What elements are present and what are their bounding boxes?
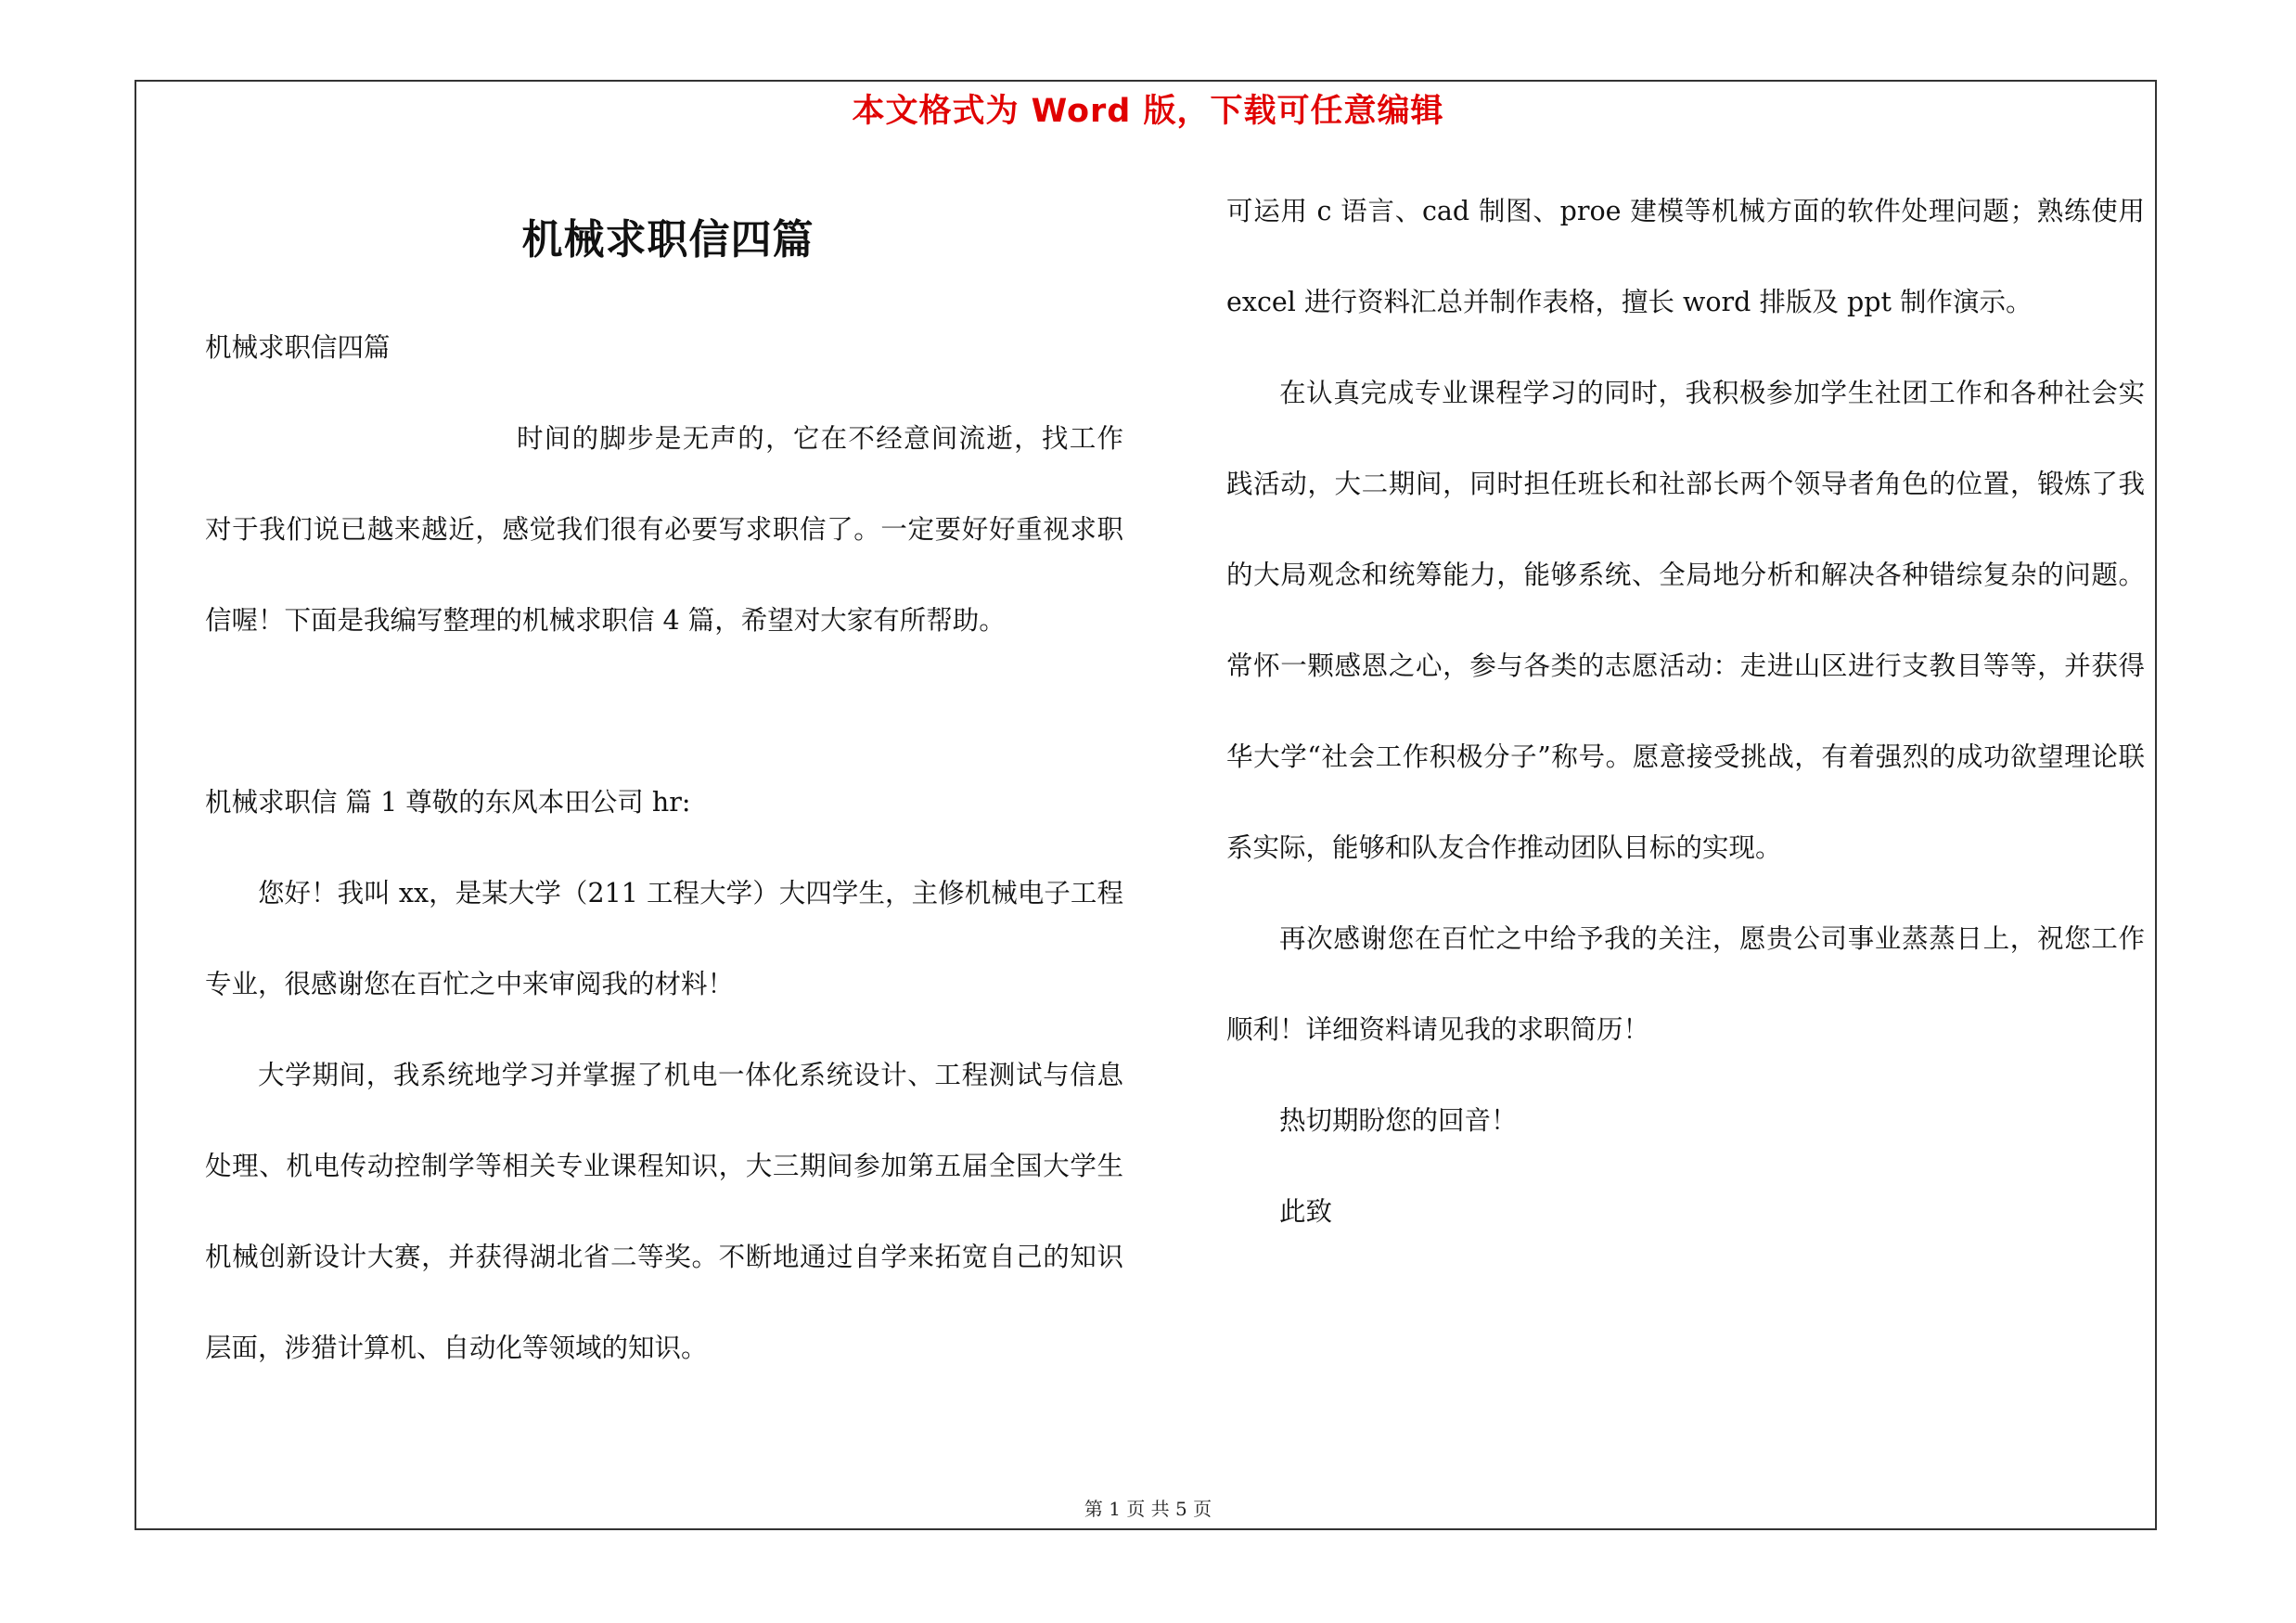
letter-paragraph-4: 在认真完成专业课程学习的同时，我积极参加学生社团工作和各种社会实践活动，大二期间，同时担任班长和社部长两个领导者角色的位置，锻炼了我的大局观念和统筹能力，能够系统、全局地分析和解决各种错综复杂的问题。常怀一颗感恩之心，参与各类的志愿活动：走进山区进行支教目等等，并获得华大学“社会工作积极分子”称号。愿意接受挑战，有着强烈的成功欲望理论联系实际，能够和队友合作推动团队目标的实现。: [1226, 378, 2145, 863]
word-format-banner: 本文格式为 Word 版，下载可任意编辑: [852, 93, 1444, 130]
left-column: [205, 303, 1123, 1394]
subtitle: 机械求职信四篇: [205, 332, 391, 363]
intro-paragraph: 时间的脚步是无声的，它在不经意间流逝，找工作对于我们说已越来越近，感觉我们很有必要写求职信了。一定要好好重视求职信喔！下面是我编写整理的机械求职信 4 篇，希望对大家有所帮助。: [205, 423, 1123, 636]
letter-heading: 机械求职信 篇 1 尊敬的东风本田公司 hr:: [205, 787, 691, 818]
page-number: 第 1 页 共 5 页: [1084, 1498, 1212, 1520]
closing-line: 热切期盼您的回音！: [1279, 1105, 1518, 1136]
document-title: 机械求职信四篇: [521, 216, 815, 264]
letter-paragraph-1: 您好！我叫 xx，是某大学（211 工程大学）大四学生，主修机械电子工程专业，很感谢您在百忙之中来审阅我的材料！: [205, 878, 1123, 999]
right-column: [1226, 166, 2145, 1257]
blank-line: [205, 666, 1123, 757]
letter-paragraph-2: 大学期间，我系统地学习并掌握了机电一体化系统设计、工程测试与信息处理、机电传动控制学等相关专业课程知识，大三期间参加第五届全国大学生机械创新设计大赛，并获得湖北省二等奖。不断地通过自学来拓宽自己的知识层面，涉猎计算机、自动化等领域的知识。: [205, 1060, 1123, 1363]
letter-paragraph-3: 可运用 c 语言、cad 制图、proe 建模等机械方面的软件处理问题；熟练使用 excel 进行资料汇总并制作表格，擅长 word 排版及 ppt 制作演示。: [1226, 196, 2145, 317]
letter-paragraph-5: 再次感谢您在百忙之中给予我的关注，愿贵公司事业蒸蒸日上，祝您工作顺利！详细资料请见我的求职简历！: [1226, 923, 2145, 1045]
salutation: 此致: [1279, 1196, 1333, 1227]
